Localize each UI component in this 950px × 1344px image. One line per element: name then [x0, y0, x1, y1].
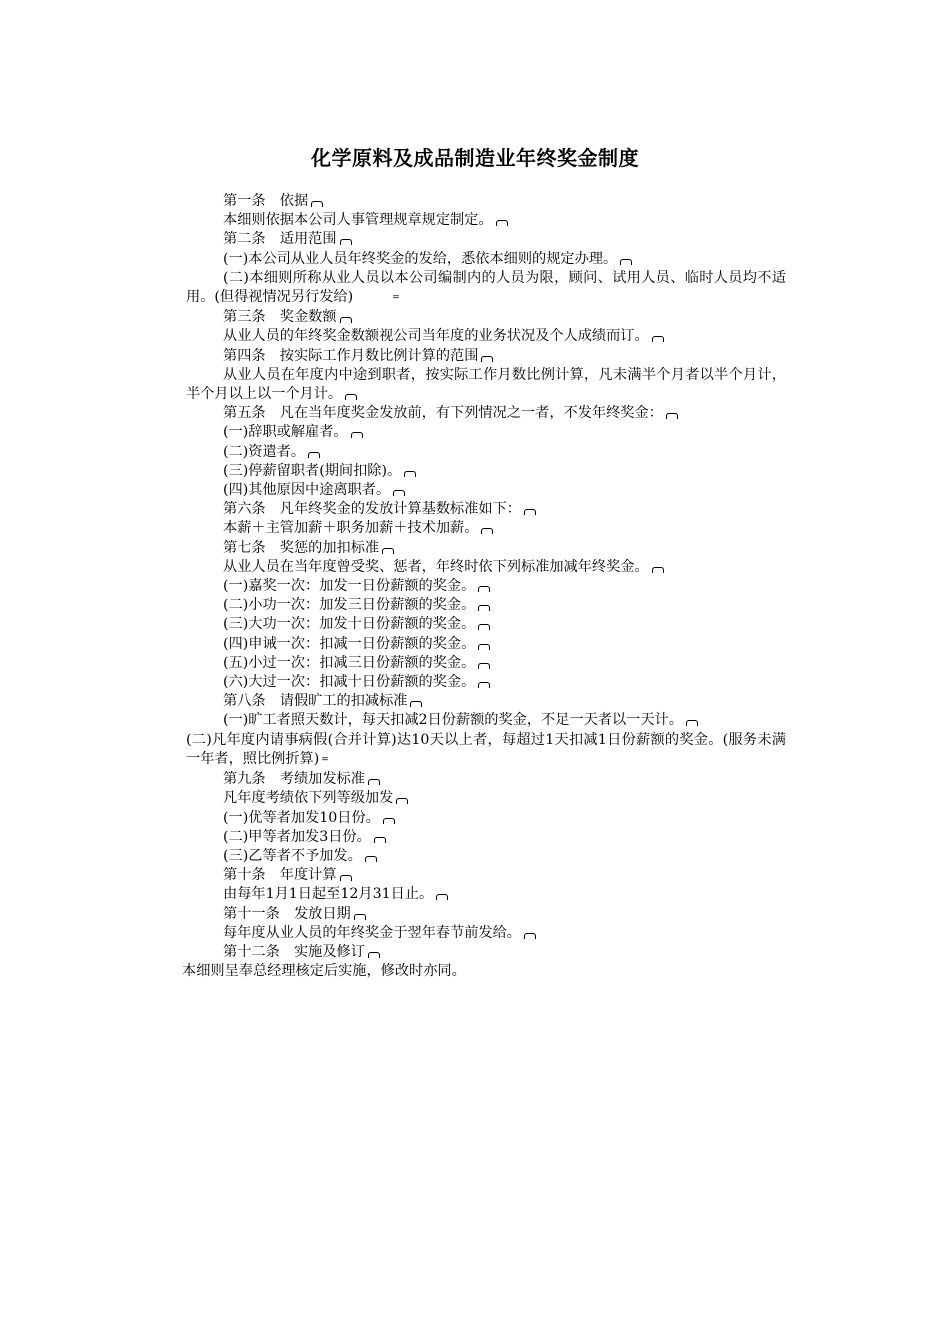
- paragraph-mark-icon: [478, 682, 490, 688]
- paragraph-mark-icon: [374, 837, 386, 843]
- article-5-item-4: (四)其他原因中途离职者。: [186, 481, 786, 500]
- article-5-item-3: (三)停薪留职者(期间扣除)。: [186, 462, 786, 481]
- paragraph-mark-icon: [524, 933, 536, 939]
- article-2-item-2: (二)本细则所称从业人员以本公司编制内的人员为限，顾问、试用人员、临时人员均不适用。(但得视情况另行发给) =: [186, 269, 786, 308]
- article-12-text: 本细则呈奉总经理核定后实施，修改时亦同。: [182, 963, 466, 980]
- paragraph-mark-icon: [478, 605, 490, 611]
- article-4-text: 从业人员在年度内中途到职者，按实际工作月数比例计算，凡未满半个月者以半个月计，半个月以上以一个月计。: [186, 366, 786, 403]
- article-7-item-2: (二)小功一次：加发三日份薪额的奖金。: [186, 596, 786, 615]
- article-2-heading: 第二条 适用范围: [186, 230, 786, 249]
- article-1-heading: 第一条 依据: [186, 192, 786, 211]
- paragraph-mark-icon: [368, 952, 380, 958]
- paragraph-mark-icon: [620, 259, 632, 265]
- paragraph-mark-icon: [340, 875, 352, 881]
- paragraph-mark-icon: [652, 336, 664, 342]
- article-6-heading: 第六条 凡年终奖金的发放计算基数标准如下：: [186, 500, 786, 519]
- document-body: [182, 192, 786, 981]
- line-end-mark-icon: =: [321, 754, 329, 765]
- article-11-heading: 第十一条 发放日期: [186, 905, 786, 924]
- article-8-item-2: (二)凡年度内请事病假(合并计算)达10天以上者，每超过1天扣减1日份薪额的奖金。(服务未满一年者，照比例折算) =: [186, 731, 786, 770]
- article-9-item-3: (三)乙等者不予加发。: [186, 847, 786, 866]
- article-9-heading: 第九条 考绩加发标准: [186, 770, 786, 789]
- article-9-text: 凡年度考绩依下列等级加发: [186, 789, 786, 808]
- paragraph-mark-icon: [340, 317, 352, 323]
- article-7-item-3: (三)大功一次：加发十日份薪额的奖金。: [186, 615, 786, 634]
- article-8-item-1: (一)旷工者照天数计，每天扣减2日份薪额的奖金，不足一天者以一天计。: [186, 711, 786, 730]
- article-9-item-1: (一)优等者加发10日份。: [186, 809, 786, 828]
- paragraph-mark-icon: [478, 663, 490, 669]
- article-3-heading: 第三条 奖金数额: [186, 308, 786, 327]
- article-7-item-5: (五)小过一次：扣减三日份薪额的奖金。: [186, 654, 786, 673]
- paragraph-mark-icon: [351, 432, 363, 438]
- article-9-item-2: (二)甲等者加发3日份。: [186, 828, 786, 847]
- article-5-item-2: (二)资遣者。: [186, 443, 786, 462]
- article-10-text: 由每年1月1日起至12月31日止。: [186, 885, 786, 904]
- article-10-heading: 第十条 年度计算: [186, 866, 786, 885]
- paragraph-mark-icon: [382, 548, 394, 554]
- paragraph-mark-icon: [478, 624, 490, 630]
- article-5-item-1: (一)辞职或解雇者。: [186, 423, 786, 442]
- line-end-mark-icon: =: [392, 293, 400, 304]
- paragraph-mark-icon: [311, 201, 323, 207]
- paragraph-mark-icon: [383, 818, 395, 824]
- paragraph-mark-icon: [436, 894, 448, 900]
- paragraph-mark-icon: [393, 490, 405, 496]
- paragraph-mark-icon: [481, 528, 493, 534]
- paragraph-mark-icon: [365, 856, 377, 862]
- paragraph-mark-icon: [652, 567, 664, 573]
- paragraph-mark-icon: [354, 914, 366, 920]
- paragraph-mark-icon: [345, 394, 357, 400]
- article-8-heading: 第八条 请假旷工的扣减标准: [186, 692, 786, 711]
- article-2-item-1: (一)本公司从业人员年终奖金的发给，悉依本细则的规定办理。: [186, 250, 786, 269]
- paragraph-mark-icon: [410, 701, 422, 707]
- article-7-text: 从业人员在当年度曾受奖、惩者，年终时依下列标准加减年终奖金。: [186, 558, 786, 577]
- article-12-heading: 第十二条 实施及修订: [186, 943, 786, 962]
- article-7-item-6: (六)大过一次：扣减十日份薪额的奖金。: [186, 673, 786, 692]
- paragraph-mark-icon: [340, 239, 352, 245]
- paragraph-mark-icon: [481, 356, 493, 362]
- article-7-item-1: (一)嘉奖一次：加发一日份薪额的奖金。: [186, 577, 786, 596]
- paragraph-mark-icon: [496, 220, 508, 226]
- article-1-text: 本细则依据本公司人事管理规章规定制定。: [186, 211, 786, 230]
- paragraph-mark-icon: [404, 471, 416, 477]
- paragraph-mark-icon: [666, 413, 678, 419]
- article-4-heading: 第四条 按实际工作月数比例计算的范围: [186, 347, 786, 366]
- paragraph-mark-icon: [368, 779, 380, 785]
- paragraph-mark-icon: [524, 509, 536, 515]
- article-5-heading: 第五条 凡在当年度奖金发放前，有下列情况之一者，不发年终奖金：: [186, 404, 786, 423]
- paragraph-mark-icon: [308, 452, 320, 458]
- article-11-text: 每年度从业人员的年终奖金于翌年春节前发给。: [186, 924, 786, 943]
- article-3-text: 从业人员的年终奖金数额视公司当年度的业务状况及个人成绩而订。: [186, 327, 786, 346]
- article-6-text: 本薪＋主管加薪＋职务加薪＋技术加薪。: [186, 519, 786, 538]
- article-7-item-4: (四)申诫一次：扣减一日份薪额的奖金。: [186, 635, 786, 654]
- document-title: 化学原料及成品制造业年终奖金制度: [311, 146, 639, 170]
- paragraph-mark-icon: [396, 798, 408, 804]
- paragraph-mark-icon: [478, 586, 490, 592]
- article-7-heading: 第七条 奖惩的加扣标准: [186, 539, 786, 558]
- paragraph-mark-icon: [686, 720, 698, 726]
- paragraph-mark-icon: [478, 644, 490, 650]
